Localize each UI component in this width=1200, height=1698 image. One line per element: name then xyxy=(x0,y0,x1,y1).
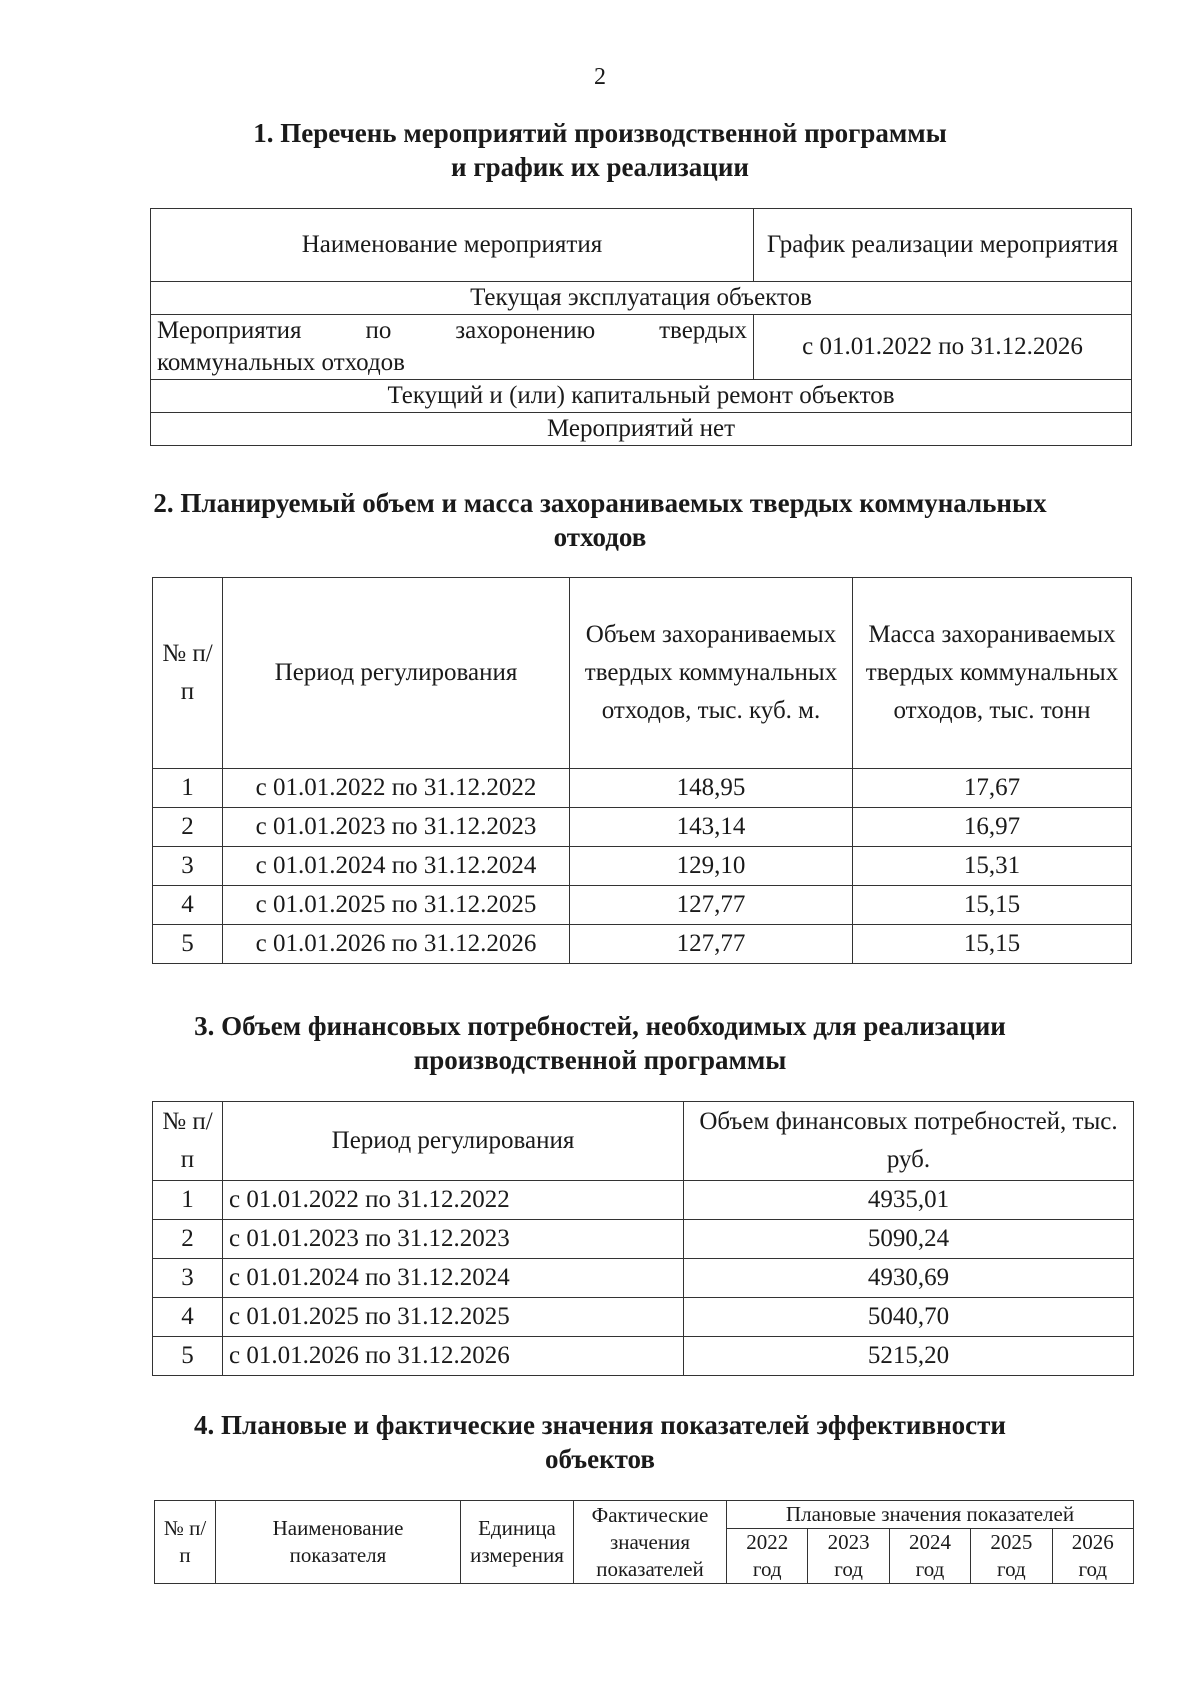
financial-needs-table xyxy=(152,1101,1134,1376)
table-row xyxy=(153,847,1132,886)
col-header-number: № п/п xyxy=(155,1501,216,1584)
col-header-mass: Масса захораниваемых твердых коммунальных отходов, тыс. тонн xyxy=(853,578,1132,769)
row-period: с 01.01.2025 по 31.12.2025 xyxy=(223,1298,684,1337)
efficiency-indicators-table xyxy=(154,1500,1134,1584)
col-header-year: 2022 год xyxy=(727,1529,808,1584)
table-row xyxy=(153,925,1132,964)
row-number: 5 xyxy=(153,1337,223,1376)
col-header-planned-values: Плановые значения показателей xyxy=(727,1501,1134,1529)
col-header-amount: Объем финансовых потребностей, тыс. руб. xyxy=(684,1102,1134,1181)
row-number: 3 xyxy=(153,847,223,886)
row-volume: 127,77 xyxy=(570,886,853,925)
section-3-heading xyxy=(0,1009,1200,1077)
events-table xyxy=(150,208,1132,446)
table-row xyxy=(153,1298,1134,1337)
col-header-event-name: Наименование мероприятия xyxy=(151,209,754,282)
row-period: с 01.01.2023 по 31.12.2023 xyxy=(223,808,570,847)
row-number: 3 xyxy=(153,1259,223,1298)
col-header-period: Период регулирования xyxy=(223,1102,684,1181)
event-schedule-cell: с 01.01.2022 по 31.12.2026 xyxy=(754,315,1132,380)
row-number: 2 xyxy=(153,1220,223,1259)
row-period: с 01.01.2022 по 31.12.2022 xyxy=(223,1181,684,1220)
row-period: с 01.01.2022 по 31.12.2022 xyxy=(223,769,570,808)
row-number: 2 xyxy=(153,808,223,847)
col-header-actual-values: Фактические значения показателей xyxy=(574,1501,727,1584)
row-number: 4 xyxy=(153,1298,223,1337)
col-header-year: 2025 год xyxy=(971,1529,1052,1584)
section-1-heading xyxy=(0,116,1200,184)
col-header-year: 2026 год xyxy=(1052,1529,1133,1584)
row-mass: 17,67 xyxy=(853,769,1132,808)
col-header-year: 2024 год xyxy=(889,1529,970,1584)
group-row xyxy=(151,282,1132,315)
row-period: с 01.01.2023 по 31.12.2023 xyxy=(223,1220,684,1259)
col-header-indicator-name: Наименование показателя xyxy=(216,1501,461,1584)
col-header-number: № п/п xyxy=(153,1102,223,1181)
section-1-heading-line-2: и график их реализации xyxy=(451,152,749,182)
row-amount: 5040,70 xyxy=(684,1298,1134,1337)
row-number: 5 xyxy=(153,925,223,964)
row-mass: 15,15 xyxy=(853,886,1132,925)
table-row xyxy=(153,808,1132,847)
row-mass: 16,97 xyxy=(853,808,1132,847)
table-row xyxy=(151,315,1132,380)
event-name-cell xyxy=(151,315,754,380)
section-4-heading xyxy=(0,1408,1200,1476)
table-row xyxy=(153,1337,1134,1376)
table-header-row xyxy=(153,578,1132,769)
section-4-heading-line-2: объектов xyxy=(545,1444,655,1474)
table-row xyxy=(153,886,1132,925)
row-period: с 01.01.2026 по 31.12.2026 xyxy=(223,925,570,964)
table-row xyxy=(151,413,1132,446)
row-period: с 01.01.2025 по 31.12.2025 xyxy=(223,886,570,925)
row-period: с 01.01.2024 по 31.12.2024 xyxy=(223,1259,684,1298)
section-3-heading-line-1: 3. Объем финансовых потребностей, необходимых для реализации xyxy=(194,1011,1006,1041)
table-row xyxy=(153,1259,1134,1298)
group-current-operation: Текущая эксплуатация объектов xyxy=(151,282,1132,315)
section-2-heading-line-2: отходов xyxy=(553,522,647,552)
col-header-volume: Объем захораниваемых твердых коммунальных отходов, тыс. куб. м. xyxy=(570,578,853,769)
section-1-heading-line-1: 1. Перечень мероприятий производственной программы xyxy=(253,118,947,148)
table-header-row xyxy=(155,1501,1134,1529)
event-name-line-2: коммунальных отходов xyxy=(157,349,405,376)
col-header-schedule: График реализации мероприятия xyxy=(754,209,1132,282)
row-volume: 143,14 xyxy=(570,808,853,847)
table-header-row xyxy=(151,209,1132,282)
section-3-heading-line-2: производственной программы xyxy=(413,1045,787,1075)
group-repair: Текущий и (или) капитальный ремонт объектов xyxy=(151,380,1132,413)
table-row xyxy=(153,1181,1134,1220)
row-amount: 5090,24 xyxy=(684,1220,1134,1259)
col-header-number: № п/п xyxy=(153,578,223,769)
group-row xyxy=(151,380,1132,413)
no-events-cell: Мероприятий нет xyxy=(151,413,1132,446)
col-header-year: 2023 год xyxy=(808,1529,889,1584)
row-volume: 129,10 xyxy=(570,847,853,886)
row-mass: 15,15 xyxy=(853,925,1132,964)
row-amount: 4935,01 xyxy=(684,1181,1134,1220)
table-header-row xyxy=(153,1102,1134,1181)
page-number: 2 xyxy=(594,64,606,90)
row-number: 1 xyxy=(153,769,223,808)
row-amount: 4930,69 xyxy=(684,1259,1134,1298)
section-2-heading xyxy=(0,486,1200,554)
table-row xyxy=(153,769,1132,808)
table-row xyxy=(153,1220,1134,1259)
row-number: 1 xyxy=(153,1181,223,1220)
row-period: с 01.01.2024 по 31.12.2024 xyxy=(223,847,570,886)
row-number: 4 xyxy=(153,886,223,925)
col-header-period: Период регулирования xyxy=(223,578,570,769)
event-name-line-1: Мероприятия по захоронению твердых xyxy=(157,317,747,344)
waste-volume-table xyxy=(152,577,1132,964)
section-4-heading-line-1: 4. Плановые и фактические значения показателей эффективности xyxy=(194,1410,1006,1440)
row-volume: 148,95 xyxy=(570,769,853,808)
row-amount: 5215,20 xyxy=(684,1337,1134,1376)
row-mass: 15,31 xyxy=(853,847,1132,886)
col-header-unit: Единица измерения xyxy=(461,1501,574,1584)
row-volume: 127,77 xyxy=(570,925,853,964)
row-period: с 01.01.2026 по 31.12.2026 xyxy=(223,1337,684,1376)
section-2-heading-line-1: 2. Планируемый объем и масса захораниваемых твердых коммунальных xyxy=(153,488,1047,518)
